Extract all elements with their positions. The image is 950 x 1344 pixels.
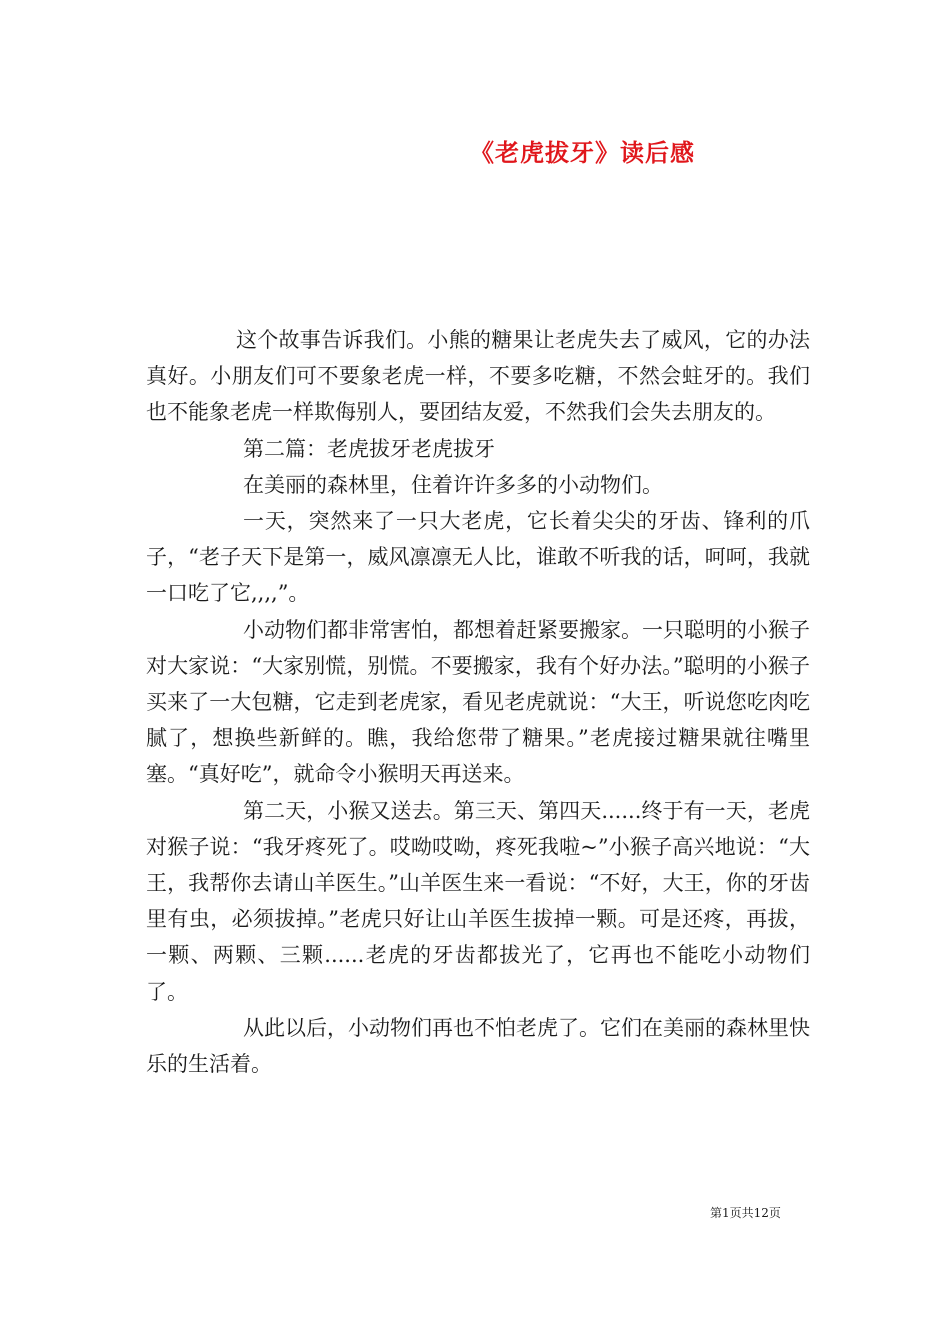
paragraph-1: 这个故事告诉我们。小熊的糖果让老虎失去了威风，它的办法真好。小朋友们可不要象老虎一样，不要多吃糖，不然会蛀牙的。我们也不能象老虎一样欺侮别人，要团结友爱，不然我们会失去朋友的。 [146, 328, 810, 425]
paragraph-5: 第二天，小猴又送去。第三天、第四天......终于有一天，老虎对猴子说：“我牙疼死了。哎呦哎呦，疼死我啦~”小猴子高兴地说：“大王，我帮你去请山羊医生。”山羊医生来一看说：“不好，大王，你的牙齿里有虫，必须拔掉。”老虎只好让山羊医生拔掉一颗。可是还疼，再拔，一颗、两颗、三颗......老虎的牙齿都拔光了，它再也不能吃小动物们了。 [146, 798, 810, 1004]
document-title: 《老虎拔牙》读后感 [470, 138, 695, 167]
paragraph-3: 一天，突然来了一只大老虎，它长着尖尖的牙齿、锋利的爪子，“老子天下是第一，威风凛凛无人比，谁敢不听我的话，呵呵，我就一口吃了它,,,,”。 [146, 509, 810, 606]
page-number: 第1页共12页 [710, 1206, 781, 1220]
paragraph-6: 从此以后，小动物们再也不怕老虎了。它们在美丽的森林里快乐的生活着。 [146, 1015, 810, 1077]
paragraph-2: 在美丽的森林里，住着许许多多的小动物们。 [243, 472, 663, 497]
section-heading: 第二篇：老虎拔牙老虎拔牙 [243, 436, 495, 461]
document-body [146, 322, 810, 1082]
paragraph-4: 小动物们都非常害怕，都想着赶紧要搬家。一只聪明的小猴子对大家说：“大家别慌，别慌。不要搬家，我有个好办法。”聪明的小猴子买来了一大包糖，它走到老虎家，看见老虎就说：“大王，听说您吃肉吃腻了，想换些新鲜的。瞧，我给您带了糖果。”老虎接过糖果就往嘴里塞。“真好吃”，就命令小猴明天再送来。 [146, 617, 810, 787]
